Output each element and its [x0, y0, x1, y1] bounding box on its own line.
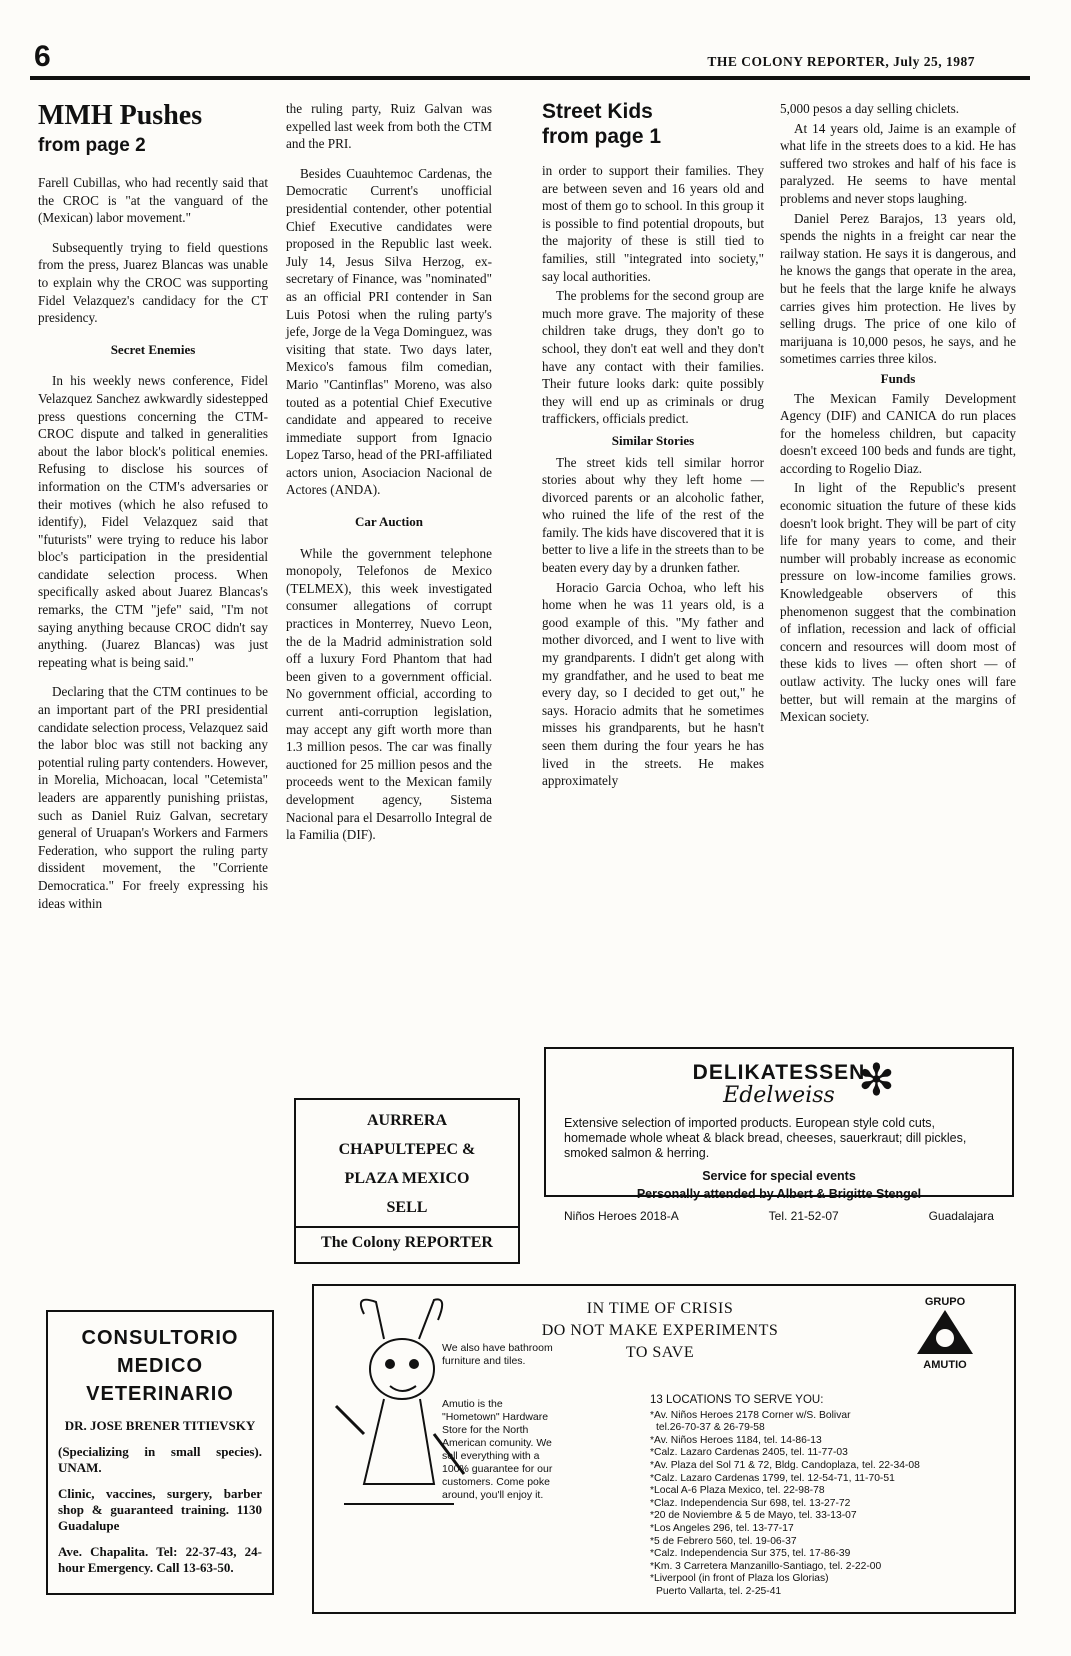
article1-column-1: [38, 100, 268, 924]
amutio-headline-line: DO NOT MAKE EXPERIMENTS: [541, 1322, 779, 1339]
article2-paragraph: in order to support their families. They are between seven and 16 years old and most of them go to school. In this group it is possible to find potential dropouts, but the majority of these is still tied to families, still "integrated into society," say local authorities.: [542, 163, 764, 284]
masthead: THE COLONY REPORTER, July 25, 1987: [707, 54, 975, 69]
edelweiss-flower-icon: ✻: [858, 1056, 895, 1105]
amutio-location-item: *Km. 3 Carretera Manzanillo-Santiago, tel. 2-22-00: [650, 1560, 882, 1572]
article2-subhead: Funds: [880, 370, 916, 386]
amutio-logo-bottom: AMUTIO: [923, 1359, 967, 1371]
aurrera-line: SELL: [386, 1199, 428, 1216]
aurrera-line: AURRERA: [367, 1112, 447, 1129]
amutio-location-item: *Liverpool (in front of Plaza los Glorias): [650, 1573, 829, 1585]
aurrera-line: CHAPULTEPEC &: [338, 1141, 476, 1158]
article1-paragraph: In his weekly news conference, Fidel Velazquez Sanchez awkwardly sidestepped press questions concerning the CTM-CROC dispute and talked in generalities about the labor block's political enemies. Refusing to disclose his sources of information on the CTM's adversaries or their motives (which he also refused to identify), Fidel Velazquez said that "futurists" were trying to reduce his labor bloc's participation in the presidential candidate selection process. When specifically asked about Juarez Blancas's remarks, the CTM "jefe" said, "I'm not saying anything because CROC didn't say anything. (Juarez Blancas) was just repeating what is being said.": [38, 373, 268, 670]
amutio-location-item: *Calz. Lazaro Cardenas 1799, tel. 12-54-71, 11-70-51: [650, 1472, 895, 1484]
article2-paragraph: Daniel Perez Barajos, 13 years old, spends the nights in a freight car near the railway station. He says it is dangerous, and he knows the gangs that operate in the area, but he feels that the large knife he always carries gives him protection. He lives by selling drugs. The price of one kilo of marijuana is 10,000 pesos, he says, and he sometimes carries three kilos.: [780, 210, 1016, 367]
deli-city: Guadalajara: [928, 1209, 994, 1223]
article1-paragraph: While the government telephone monopoly, Telefonos de Mexico (TELMEX), this week investigated consumer allegations of corrupt practices in Monterrey, Nuevo Leon, the de la Madrid administration sold off a luxury Ford Phantom that had been given to a government official. No government official, according to current anti-corruption legislation, may accept any gift worth more than 1.3 million pesos. The car was finally auctioned for 25 million pesos and the proceeds went to the Mexican family development agency, Sistema Nacional para el Desarrollo Integral de la Familia (DIF).: [286, 545, 492, 843]
article2-paragraph: Horacio Garcia Ochoa, who left his home when he was 11 years old, is a good example of this. "My father and mother divorced, and I went to live with my grandparents. I didn't get along with my grandfather, and he used to beat me every day, so I decided to get out," he says. Horacio admits that he sometimes misses his grandparents, but he hasn't seen them during the four years he has lived in the streets. He makes approximately: [542, 579, 764, 789]
masthead-rule: [30, 76, 1030, 80]
article1-paragraph: Subsequently trying to field questions from the press, Juarez Blancas was unable to explain why the CROC was supporting Fidel Velazquez's candidacy for the CT presidency.: [38, 239, 268, 326]
article2-paragraph: In light of the Republic's present economic situation the future of these kids doesn't look bright. They will be part of city life for many years to come, and their number will probably increase as economic pressure on low-income families grows. Knowledgeable observers of this phenomenon suggest that the combination of inflation, recession and lack of official concern and resources will doom most of these kids to lives — often short — of outlaw activity. The lucky ones will fare better, but will remain at the margins of Mexican society.: [780, 480, 1016, 725]
vet-services: Clinic, vaccines, surgery, barber shop & guaranteed training. 1130 Guadalupe: [58, 1486, 262, 1533]
deli-body: Extensive selection of imported products. European style cold cuts, homemade whole wheat & black bread, cheeses, sauerkraut; dill pickles, smoked salmon & herring.: [564, 1116, 967, 1160]
deli-tel: Tel. 21-52-07: [768, 1209, 839, 1223]
amutio-locations-title: 13 LOCATIONS TO SERVE YOU:: [650, 1394, 824, 1406]
vet-title-line: VETERINARIO: [86, 1383, 234, 1405]
vet-title-line: CONSULTORIO: [81, 1327, 239, 1349]
deli-service: Service for special events: [702, 1169, 856, 1183]
article1-paragraph: the ruling party, Ruiz Galvan was expelled last week from both the CTM and the PRI.: [286, 101, 492, 152]
vet-title-line: MEDICO: [117, 1355, 203, 1377]
page-number: 6: [34, 40, 51, 73]
aurrera-ad: [294, 1098, 520, 1264]
article2-column-2: [780, 100, 1016, 728]
amutio-headline-line: TO SAVE: [625, 1344, 695, 1361]
amutio-location-item: *Calz. Lazaro Cardenas 2405, tel. 11-77-03: [650, 1447, 848, 1459]
article1-subhead: Secret Enemies: [110, 341, 196, 357]
amutio-location-item: *5 de Febrero 560, tel. 19-06-37: [650, 1535, 797, 1547]
deli-script-title: Edelweiss: [723, 1083, 835, 1108]
article1-subhead: Car Auction: [354, 514, 423, 530]
article1-paragraph: Besides Cuauhtemoc Cardenas, the Democratic Current's unofficial presidential contender, other potential Chief Executive candidates were proposed in the Republic last week. July 14, Jesus Silva Herzog, ex-secretary of Finance, was "nominated" as an official PRI contender in San Luis Potosi when the ruling party's jefe, Jorge de la Vega Dominguez, was visiting that state. Two days later, Mexico's famous film comedian, Mario "Cantinflas" Moreno, was also touted as a potential Chief Executive candidate and appeared to receive immediate support from Ignacio Lopez Tarso, head of the PRI-affiliated actors union, Asociacion Nacional de Actores (ANDA).: [286, 165, 492, 498]
amutio-logo: [890, 1296, 1000, 1371]
article2-subhead: Similar Stories: [611, 432, 695, 448]
amutio-headline-line: IN TIME OF CRISIS: [586, 1300, 734, 1317]
amutio-locations: [650, 1394, 990, 1599]
amutio-location-item: *Av. Plaza del Sol 71 & 72, Bldg. Candoplaza, tel. 22-34-08: [650, 1459, 920, 1471]
article2-paragraph: 5,000 pesos a day selling chiclets.: [780, 101, 960, 116]
deli-contact-row: [564, 1209, 994, 1223]
amutio-bathroom: We also have bathroom furniture and tiles.: [442, 1342, 553, 1367]
amutio-location-item: *Los Angeles 296, tel. 13-77-17: [650, 1522, 794, 1534]
deli-title: DELIKATESSEN: [692, 1061, 866, 1084]
amutio-location-item: *Local A-6 Plaza Mexico, tel. 22-98-78: [650, 1485, 825, 1497]
aurrera-line: PLAZA MEXICO: [344, 1170, 470, 1187]
vet-specialization: (Specializing in small species). UNAM.: [58, 1444, 262, 1475]
article2-title: Street Kids: [542, 100, 653, 123]
triangle-logo-icon: [915, 1308, 975, 1356]
article2-paragraph: The street kids tell similar horror stories about why they left home — divorced parents or an alcoholic father, who ruined the life of the rest of the family. The kids have discovered that it is better to live a life in the streets than to be beaten every day by a drunken father.: [542, 454, 764, 576]
amutio-logo-top: GRUPO: [924, 1296, 966, 1308]
amutio-location-item: tel.26-70-37 & 26-79-58: [656, 1422, 765, 1434]
veterinario-ad: [46, 1310, 274, 1595]
article1-paragraph: Farell Cubillas, who had recently said that the CROC is "at the vanguard of the (Mexican) labor movement.": [38, 175, 268, 226]
amutio-location-item: *20 de Noviembre & 5 de Mayo, tel. 33-13-07: [650, 1510, 857, 1522]
amutio-location-item: Puerto Vallarta, tel. 2-25-41: [656, 1585, 782, 1597]
amutio-location-item: *Calz. Independencia Sur 375, tel. 17-86-39: [650, 1548, 851, 1560]
aurrera-footer: The Colony REPORTER: [296, 1226, 518, 1257]
delikatessen-ad: [544, 1047, 1014, 1223]
article1-subtitle: from page 2: [38, 135, 146, 156]
article2-subtitle: from page 1: [542, 125, 662, 148]
amutio-location-item: *Av. Niños Heroes 1184, tel. 14-86-13: [650, 1434, 822, 1446]
article2-paragraph: The problems for the second group are much more grave. The majority of these children take drugs, they don't go to school, they don't eat well and they don't have any contact with their families. Their future looks dark: quite possibly they will end up as criminals or drug traffickers, officials predict.: [542, 288, 764, 427]
vet-doctor: DR. JOSE BRENER TITIEVSKY: [64, 1418, 256, 1433]
amutio-location-item: *Claz. Independencia Sur 698, tel. 13-27-72: [650, 1497, 851, 1509]
amutio-ad: [312, 1284, 1016, 1614]
article2-paragraph: At 14 years old, Jaime is an example of what life in the streets does to a kid. He has suffered two strokes and half of his face is paralyzed. He seems to have mental problems and never stops laughing.: [780, 120, 1016, 206]
deli-attended: Personally attended by Albert & Brigitte Stengel: [636, 1187, 922, 1201]
amutio-location-item: *Av. Niños Heroes 2178 Corner w/S. Bolivar: [650, 1409, 851, 1421]
article2-column-1: [542, 100, 764, 792]
article2-paragraph: The Mexican Family Development Agency (DIF) and CANICA do run places for the homeless children, but capacity doesn't exceed 100 beds and funds are tight, according to Rogelio Diaz.: [780, 390, 1016, 476]
article1-title: MMH Pushes: [38, 100, 203, 131]
article1-paragraph: Declaring that the CTM continues to be an important part of the PRI presidential candidate selection process, Velazquez said the labor bloc was still not backing any potential ruling party contenders. However, in Morelia, Michoacan, local "Cetemista" leaders are apparently punishing priistas, such as Daniel Ruiz Galvan, secretary general of Uruapan's Workers and Farmers Federation, who support the ruling party dissident movement, the "Corriente Democratica." For freely expressing his ideas within: [38, 684, 268, 911]
amutio-blurb: Amutio is the "Hometown" Hardware Store for the North American comunity. We sell everything with a 100% guarantee for our customers. Come poke around, you'll enjoy it.: [442, 1398, 553, 1501]
vet-contact: Ave. Chapalita. Tel: 22-37-43, 24-hour Emergency. Call 13-63-50.: [58, 1544, 262, 1575]
article1-column-2: [286, 100, 492, 856]
deli-address: Niños Heroes 2018-A: [564, 1209, 679, 1223]
